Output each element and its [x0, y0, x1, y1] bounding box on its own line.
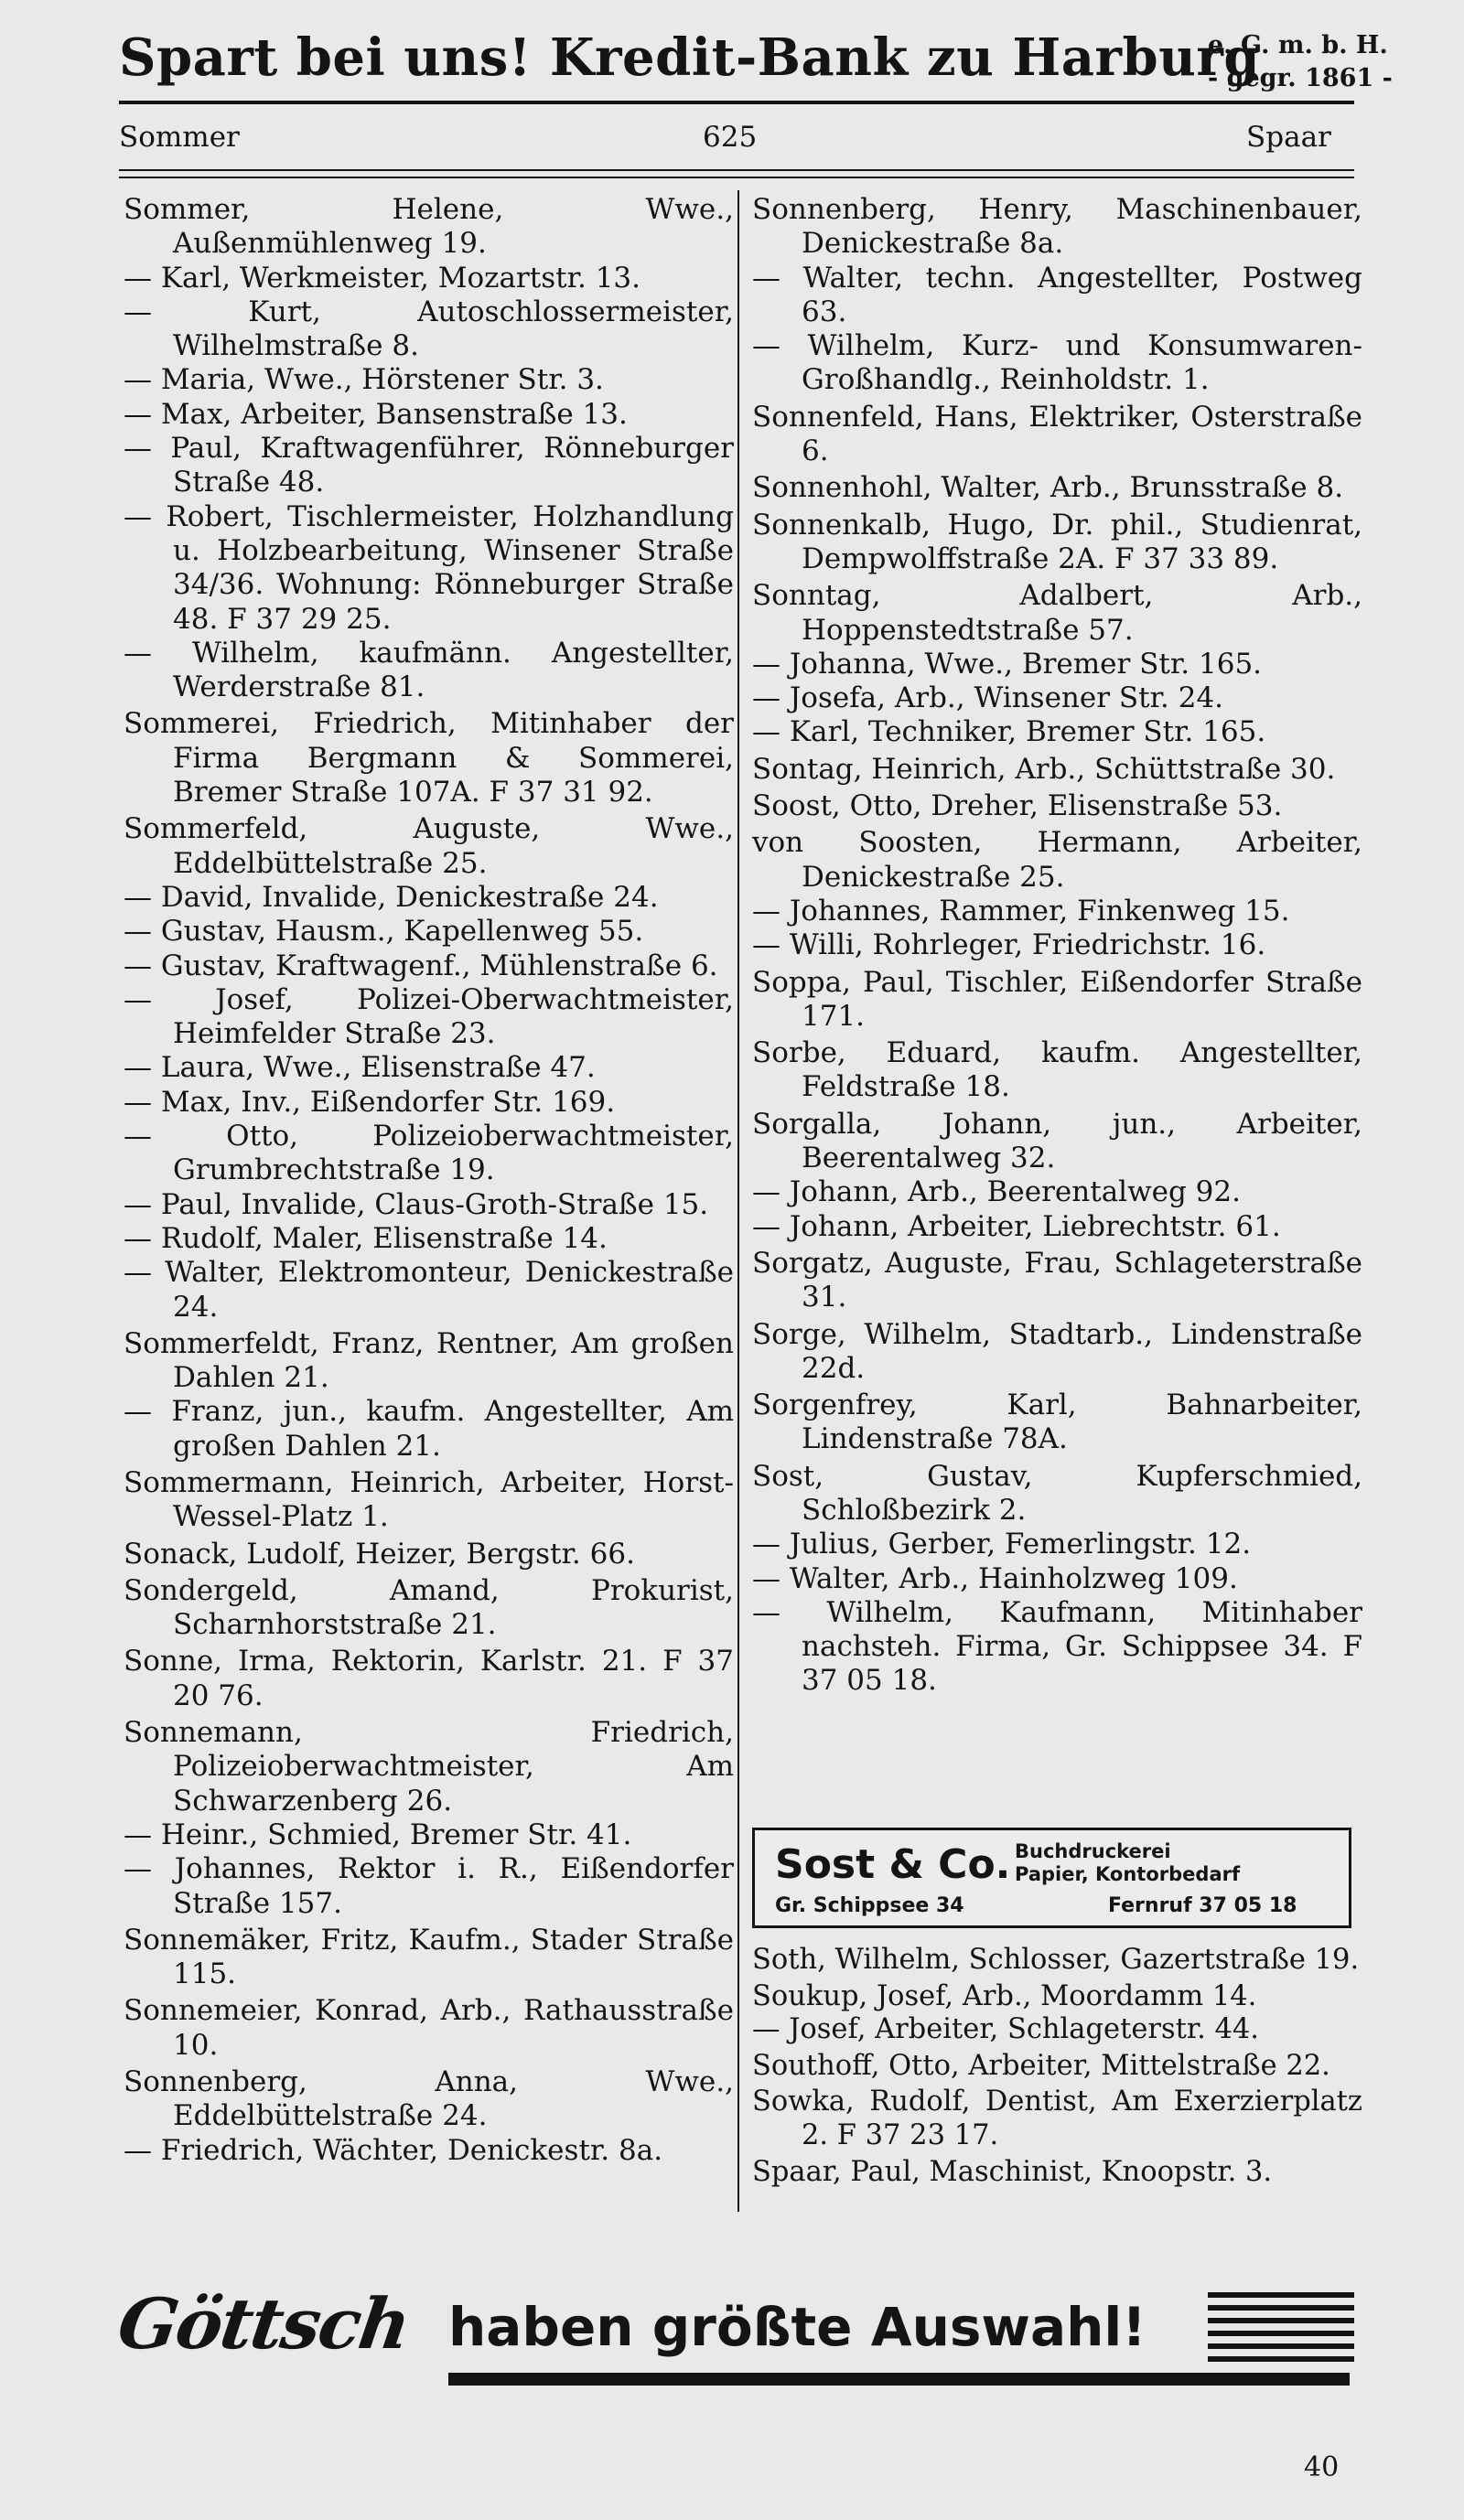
directory-entry: — Robert, Tischlermeister, Holzhandlung u. Holzbearbeitung, Winsener Straße 34/36. Wohnung: Rönneburger Straße 48. F 37 29 25. [124, 499, 734, 636]
directory-entry: — Julius, Gerber, Femerlingstr. 12. [752, 1528, 1252, 1561]
directory-entry: — David, Invalide, Denickestraße 24. [124, 880, 659, 914]
directory-entry: Sondergeld, Amand, Prokurist, Scharnhorststraße 21. [124, 1573, 734, 1642]
directory-entry: Sonnenberg, Anna, Wwe., Eddelbüttelstraße 24. [124, 2065, 734, 2133]
ad-slogan: haben größte Auswahl! [448, 2296, 1146, 2358]
directory-entry: Sommermann, Heinrich, Arbeiter, Horst-Wessel-Platz 1. [124, 1465, 734, 1534]
directory-entry: Sommerfeld, Auguste, Wwe., Eddelbüttelstraße 25. [124, 812, 734, 880]
directory-entry: — Rudolf, Maler, Elisenstraße 14. [124, 1221, 608, 1255]
directory-entry: Sost, Gustav, Kupferschmied, Schloßbezirk 2. [752, 1459, 1362, 1527]
ad-business-line: Papier, Kontorbedarf [1015, 1863, 1241, 1885]
directory-entry: — Kurt, Autoschlossermeister, Wilhelmstraße 8. [124, 295, 734, 363]
directory-entry: — Friedrich, Wächter, Denickestr. 8a. [124, 2133, 663, 2167]
directory-entry: — Gustav, Kraftwagenf., Mühlenstraße 6. [124, 949, 718, 982]
directory-entry: Sonne, Irma, Rektorin, Karlstr. 21. F 37 20 76. [124, 1645, 734, 1712]
directory-entry: — Franz, jun., kaufm. Angestellter, Am großen Dahlen 21. [124, 1395, 734, 1463]
signature-mark: 40 [1304, 2451, 1340, 2483]
banner-legal-form [1208, 29, 1393, 95]
directory-entry: Sommer, Helene, Wwe., Außenmühlenweg 19. [124, 193, 734, 261]
directory-entry: Sonnemäker, Fritz, Kaufm., Stader Straße 115. [124, 1923, 734, 1991]
directory-entry: von Soosten, Hermann, Arbeiter, Denickestraße 25. [752, 826, 1362, 894]
running-head-right: Spaar [1246, 121, 1331, 154]
goettsch-advertisement [113, 2276, 1354, 2413]
directory-entry: — Wilhelm, Kurz- und Konsumwaren-Großhandlg., Reinholdstr. 1. [752, 329, 1362, 397]
sost-co-advertisement [752, 1828, 1351, 1928]
bank-banner [119, 26, 1393, 99]
directory-entry: — Maria, Wwe., Hörstener Str. 3. [124, 363, 604, 397]
directory-entry: Sommerfeldt, Franz, Rentner, Am großen Dahlen 21. [124, 1326, 734, 1395]
directory-entry: — Josef, Arbeiter, Schlageterstr. 44. [752, 2013, 1259, 2046]
directory-entry: Spaar, Paul, Maschinist, Knoopstr. 3. [752, 2155, 1273, 2188]
directory-entry: Sorgatz, Auguste, Frau, Schlageterstraße 31. [752, 1246, 1362, 1314]
directory-entry: — Paul, Invalide, Claus-Groth-Straße 15. [124, 1187, 709, 1221]
directory-entry: Sonnenkalb, Hugo, Dr. phil., Studienrat, Dempwolffstraße 2A. F 37 33 89. [752, 508, 1362, 575]
directory-entry: — Karl, Techniker, Bremer Str. 165. [752, 715, 1266, 749]
directory-entry: — Johann, Arbeiter, Liebrechtstr. 61. [752, 1209, 1281, 1243]
directory-entry: — Johannes, Rammer, Finkenweg 15. [752, 894, 1290, 928]
banner-slogan: Spart bei uns! Kredit-Bank zu Harburg [119, 27, 1261, 88]
directory-entry: — Otto, Polizeioberwachtmeister, Grumbrechtstraße 19. [124, 1120, 734, 1187]
directory-entry: Sonnenberg, Henry, Maschinenbauer, Denickestraße 8a. [752, 193, 1362, 261]
directory-entry: — Heinr., Schmied, Bremer Str. 41. [124, 1818, 632, 1851]
directory-entry: — Max, Inv., Eißendorfer Str. 169. [124, 1085, 616, 1119]
directory-entry: — Walter, techn. Angestellter, Postweg 63. [752, 261, 1362, 328]
directory-entry: Soth, Wilhelm, Schlosser, Gazertstraße 19. [752, 1944, 1360, 1976]
directory-entry: — Wilhelm, kaufmänn. Angestellter, Werderstraße 81. [124, 636, 734, 704]
directory-entry: Sonntag, Adalbert, Arb., Hoppenstedtstraße 57. [752, 579, 1362, 647]
directory-entry: Sowka, Rudolf, Dentist, Am Exerzierplatz 2. F 37 23 17. [752, 2086, 1362, 2151]
column-divider [737, 190, 739, 2212]
directory-entry: Sontag, Heinrich, Arb., Schüttstraße 30. [752, 752, 1336, 786]
slogan-underline [448, 2373, 1350, 2386]
directory-entry: Southoff, Otto, Arbeiter, Mittelstraße 22. [752, 2049, 1330, 2082]
goettsch-logo: Göttsch [113, 2283, 414, 2365]
directory-entry: — Johann, Arb., Beerentalweg 92. [752, 1175, 1241, 1209]
right-column [752, 190, 1362, 1699]
directory-entry: — Wilhelm, Kaufmann, Mitinhaber nachsteh. Firma, Gr. Schippsee 34. F 37 05 18. [752, 1595, 1362, 1698]
directory-entry: Sorgenfrey, Karl, Bahnarbeiter, Lindenstraße 78A. [752, 1389, 1362, 1456]
ad-company-name: Sost & Co. [775, 1841, 1011, 1888]
directory-entry: — Walter, Arb., Hainholzweg 109. [752, 1561, 1238, 1595]
directory-entry: — Johannes, Rektor i. R., Eißendorfer Straße 157. [124, 1852, 734, 1920]
right-column-continued [752, 1941, 1362, 2189]
header-rule [119, 169, 1354, 171]
directory-entry: Sorge, Wilhelm, Stadtarb., Lindenstraße 22d. [752, 1317, 1362, 1385]
banner-rule [119, 101, 1354, 104]
directory-entry: Soost, Otto, Dreher, Elisenstraße 53. [752, 789, 1283, 823]
directory-entry: Soppa, Paul, Tischler, Eißendorfer Straße 171. [752, 965, 1362, 1033]
directory-entry: Soukup, Josef, Arb., Moordamm 14. [752, 1979, 1257, 2012]
left-column [124, 190, 734, 2168]
banner-founded-line: - gegr. 1861 - [1208, 64, 1393, 92]
directory-entry: — Max, Arbeiter, Bansenstraße 13. [124, 397, 628, 431]
decorative-stripes [1208, 2292, 1354, 2367]
directory-entry: Sonnemeier, Konrad, Arb., Rathausstraße 10. [124, 1994, 734, 2062]
directory-entry: Sonack, Ludolf, Heizer, Bergstr. 66. [124, 1537, 635, 1571]
running-head-left: Sommer [119, 121, 240, 154]
directory-entry: — Josefa, Arb., Winsener Str. 24. [752, 681, 1224, 715]
directory-entry: Sonnenfeld, Hans, Elektriker, Osterstraße 6. [752, 400, 1362, 468]
header-rule [119, 177, 1354, 178]
directory-entry: — Gustav, Hausm., Kapellenweg 55. [124, 915, 644, 949]
page-number: 625 [703, 121, 758, 154]
directory-entry: Sonnemann, Friedrich, Polizeioberwachtmeister, Am Schwarzenberg 26. [124, 1716, 734, 1818]
directory-entry: Sonnenhohl, Walter, Arb., Brunsstraße 8. [752, 471, 1344, 505]
ad-business-line: Buchdruckerei [1015, 1840, 1171, 1862]
directory-entry: Sorbe, Eduard, kaufm. Angestellter, Feldstraße 18. [752, 1036, 1362, 1104]
directory-entry: — Paul, Kraftwagenführer, Rönneburger Straße 48. [124, 432, 734, 499]
directory-entry: — Willi, Rohrleger, Friedrichstr. 16. [752, 928, 1266, 962]
banner-legal-line: e. G. m. b. H. [1208, 31, 1388, 59]
directory-entry: — Johanna, Wwe., Bremer Str. 165. [752, 647, 1263, 681]
directory-entry: — Josef, Polizei-Oberwachtmeister, Heimfelder Straße 23. [124, 982, 734, 1051]
directory-entry: — Walter, Elektromonteur, Denickestraße 24. [124, 1256, 734, 1324]
directory-entry: Sommerei, Friedrich, Mitinhaber der Firma Bergmann & Sommerei, Bremer Straße 107A. F 37 31 92. [124, 707, 734, 810]
ad-phone: Fernruf 37 05 18 [1108, 1894, 1297, 1917]
directory-entry: — Laura, Wwe., Elisenstraße 47. [124, 1051, 596, 1085]
ad-address: Gr. Schippsee 34 [775, 1894, 964, 1917]
directory-entry: — Karl, Werkmeister, Mozartstr. 13. [124, 261, 640, 295]
directory-entry: Sorgalla, Johann, jun., Arbeiter, Beerentalweg 32. [752, 1107, 1362, 1175]
